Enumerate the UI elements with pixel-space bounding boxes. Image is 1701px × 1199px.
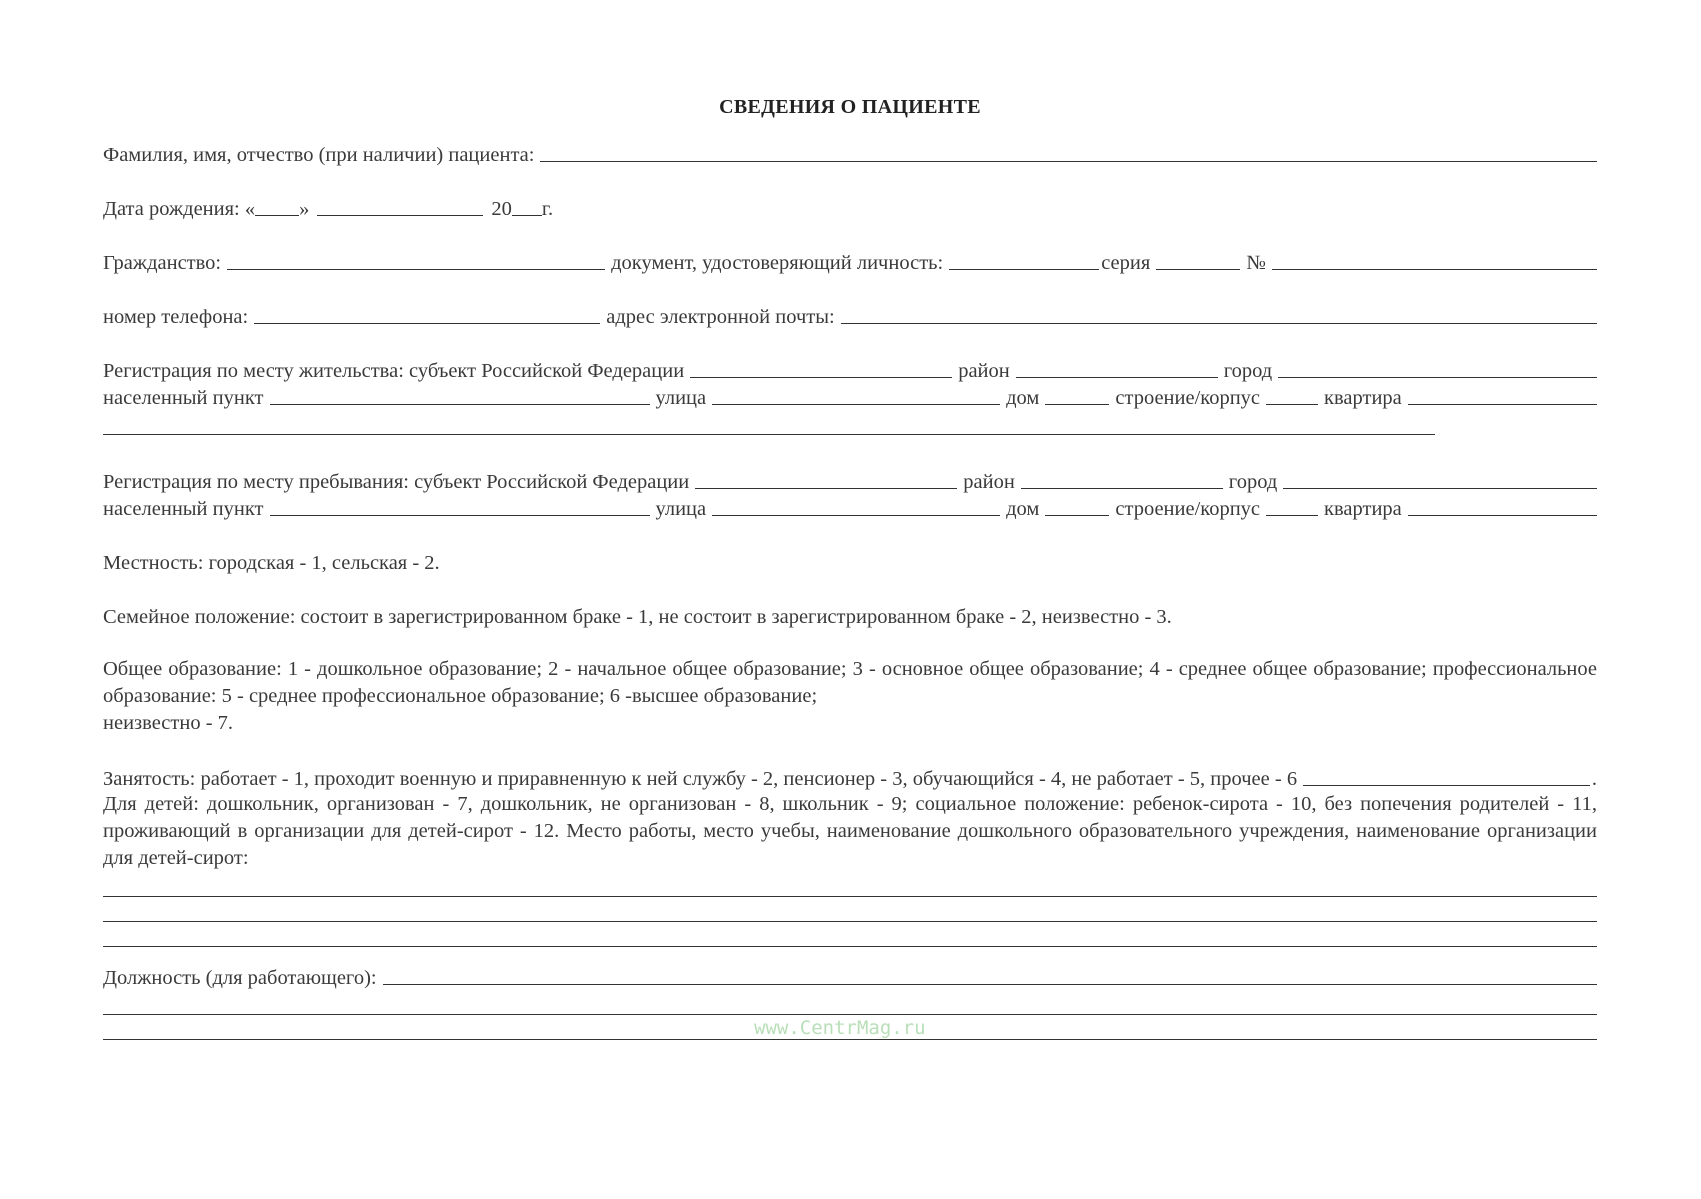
reg-stay-label: Регистрация по месту пребывания: субъект Российской Федерации [103,471,690,493]
reg-residence-row-1 [103,356,1597,383]
dob-year-suffix: г. [541,198,554,220]
fio-row [103,140,1597,167]
dob-row [103,194,1597,221]
reg-residence-street-label: улица [655,387,707,409]
dob-label: Дата рождения: « [103,198,256,220]
id-document-label: документ, удостоверяющий личность: [611,252,944,274]
reg-residence-subject-field[interactable] [690,357,952,378]
reg-stay-building-field[interactable] [1266,495,1318,516]
education-unknown-text: неизвестно - 7. [103,712,234,734]
reg-residence-extra-line[interactable] [103,410,1435,435]
reg-residence-label: Регистрация по месту жительства: субъект Российской Федерации [103,360,685,382]
watermark: www.CentrMag.ru [754,1017,926,1039]
workplace-line-1[interactable] [103,872,1597,897]
reg-residence-city-field[interactable] [1278,357,1597,378]
reg-residence-apartment-label: квартира [1324,387,1402,409]
employment-other-field[interactable] [1303,765,1590,786]
reg-stay-house-field[interactable] [1045,495,1109,516]
phone-label: номер телефона: [103,306,249,328]
reg-stay-building-label: строение/корпус [1115,498,1261,520]
reg-stay-street-field[interactable] [712,495,1000,516]
reg-stay-house-label: дом [1006,498,1040,520]
patient-info-form [103,96,1597,1040]
reg-residence-house-field[interactable] [1045,384,1109,405]
reg-stay-row-1 [103,467,1597,494]
page-title: СВЕДЕНИЯ О ПАЦИЕНТЕ [719,96,981,118]
reg-residence-building-label: строение/корпус [1115,387,1261,409]
reg-residence-building-field[interactable] [1266,384,1318,405]
reg-residence-apartment-field[interactable] [1408,384,1597,405]
reg-residence-city-label: город [1223,360,1273,382]
series-label: серия [1101,252,1151,274]
phone-field[interactable] [254,303,600,324]
number-field[interactable] [1272,249,1597,270]
education-text: Общее образование: 1 - дошкольное образование; 2 - начальное общее образование; 3 - основное общее образование; 4 - среднее общее образование; профессиональное образование: 5 - среднее профессиональное образование; 6 -высшее образование; [103,658,1597,707]
marital-row [103,602,1597,629]
reg-residence-row-2 [103,383,1597,410]
citizenship-field[interactable] [227,249,605,270]
workplace-line-2[interactable] [103,897,1597,922]
reg-residence-district-label: район [958,360,1010,382]
email-field[interactable] [841,303,1597,324]
reg-stay-row-2 [103,494,1597,521]
locality-row [103,548,1597,575]
employment-children-text: Для детей: дошкольник, организован - 7, дошкольник, не организован - 8, школьник - 9; социальное положение: ребенок-сирота - 10, без попечения родителей - 11, проживающий в организации для детей-сирот - 12. Место работы, место учебы, наименование дошкольного образовательного учреждения, наименование организации для детей-сирот: [103,793,1597,869]
reg-stay-settlement-label: населенный пункт [103,498,264,520]
reg-stay-subject-field[interactable] [695,468,957,489]
reg-stay-district-field[interactable] [1021,468,1223,489]
contact-row [103,302,1597,329]
reg-stay-city-label: город [1228,471,1278,493]
dob-year-prefix: 20 [491,198,512,220]
fio-label: Фамилия, имя, отчество (при наличии) пациента: [103,144,535,166]
reg-residence-district-field[interactable] [1016,357,1218,378]
citizenship-label: Гражданство: [103,252,222,274]
reg-stay-apartment-field[interactable] [1408,495,1597,516]
reg-residence-street-field[interactable] [712,384,1000,405]
locality-text: Местность: городская - 1, сельская - 2. [103,552,440,574]
reg-stay-apartment-label: квартира [1324,498,1402,520]
reg-stay-settlement-field[interactable] [270,495,650,516]
employment-text: Занятость: работает - 1, проходит военную и приравненную к ней службу - 2, пенсионер - 3, обучающийся - 4, не работает - 5, прочее - 6 [103,768,1298,790]
dob-month-field[interactable] [317,195,483,216]
reg-residence-house-label: дом [1006,387,1040,409]
position-line-2[interactable] [103,990,1597,1015]
number-label: № [1246,252,1266,274]
position-field[interactable] [383,964,1597,985]
series-field[interactable] [1156,249,1240,270]
id-document-field[interactable] [949,249,1099,270]
employment-row [103,764,1597,791]
citizenship-row [103,248,1597,275]
employment-period: . [1591,768,1597,790]
dob-day-field[interactable] [255,195,299,216]
reg-stay-street-label: улица [655,498,707,520]
position-label: Должность (для работающего): [103,967,377,989]
reg-stay-city-field[interactable] [1283,468,1597,489]
email-label: адрес электронной почты: [606,306,835,328]
reg-residence-settlement-label: населенный пункт [103,387,264,409]
dob-close-quote: » [299,198,310,220]
marital-text: Семейное положение: состоит в зарегистрированном браке - 1, не состоит в зарегистрированном браке - 2, неизвестно - 3. [103,606,1172,628]
reg-residence-settlement-field[interactable] [270,384,650,405]
dob-year-field[interactable] [512,195,542,216]
fio-field[interactable] [540,141,1597,162]
workplace-line-3[interactable] [103,922,1597,947]
reg-stay-district-label: район [963,471,1015,493]
position-row [103,963,1597,990]
